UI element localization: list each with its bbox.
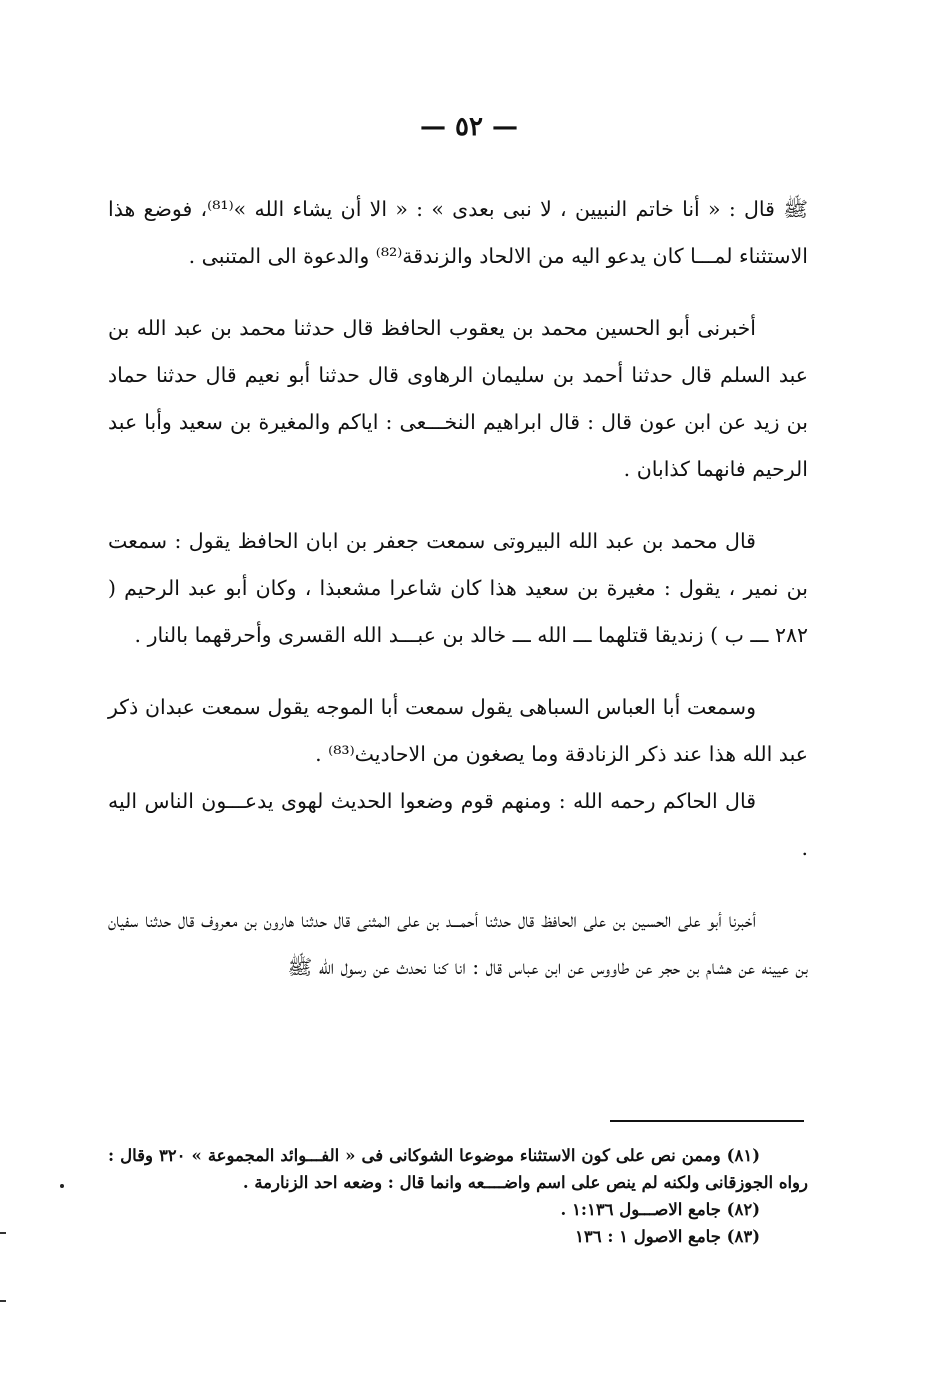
footnote-82: (٨٢) جامع الاصـــول ١:١٣٦ . bbox=[560, 1200, 760, 1219]
paragraph-hakim-comment: قال الحاكم رحمه الله : ومنهم قوم وضعوا الحديث لهوى يدعـــون الناس اليه . bbox=[108, 789, 808, 860]
paragraph-ibn-abbas: أخبرنا أبو على الحسين بن على الحافظ قال حدثنا أحمـــد بن على المثنى قال حدثنا هارون بن معروف قال حدثنا سفيان بن عيينه عن هشام بن حجر عن طاووس عن ابن عباس قال : انا كنا نحدث عن رسول الله ﷺ bbox=[108, 908, 808, 979]
page-number: — ٥٢ — bbox=[419, 112, 519, 142]
margin-speck bbox=[60, 1184, 64, 1188]
edge-mark bbox=[0, 1300, 6, 1302]
paragraph-hadith-intro: ﷺ قال : « أنا خاتم النبيين ، لا نبى بعدى » : « الا أن يشاء الله »⁽⁸¹⁾، فوضع هذا الاستثناء لمـــا كان يدعو اليه من الالحاد والزندقة⁽⁸²⁾ والدعوة الى المتنبى . bbox=[108, 197, 808, 268]
main-text bbox=[108, 186, 808, 1016]
footnotes-section bbox=[108, 1142, 808, 1250]
footnote-81: (٨١) وممن نص على كون الاستثناء موضوعا الشوكانى فى « الفـــوائد المجموعة » ٣٢٠ وقال : رواه الجوزقانى ولكنه لم ينص على اسم واضــــعه وانما قال : وضعه احد الزنارمة . bbox=[108, 1146, 808, 1192]
paragraph-abbas-sabahi: وسمعت أبا العباس السباهى يقول سمعت أبا الموجه يقول سمعت عبدان ذكر عبد الله هذا عند ذكر الزنادقة وما يصغون من الاحاديث⁽⁸³⁾ . bbox=[108, 695, 808, 766]
footnote-divider bbox=[610, 1120, 804, 1122]
footnote-83: (٨٣) جامع الاصول ١ : ١٣٦ bbox=[574, 1227, 760, 1246]
edge-mark bbox=[0, 1232, 6, 1234]
paragraph-mughira: قال محمد بن عبد الله البيروتى سمعت جعفر بن ابان الحافظ يقول : سمعت بن نمير ، يقول : مغيرة بن سعيد هذا كان شاعرا مشعبذا ، وكان أبو عبد الرحيم ( ٢٨٢ ـــ ب ) زنديقا قتلهما ـــ الله ـــ خالد بن عبـــد الله القسرى وأحرقهما بالنار . bbox=[108, 529, 808, 647]
paragraph-isnad-nakhai: أخبرنى أبو الحسين محمد بن يعقوب الحافظ قال حدثنا محمد بن عبد الله بن عبد السلم قال حدثنا أحمد بن سليمان الرهاوى قال حدثنا أبو نعيم قال حدثنا حماد بن زيد عن ابن عون قال : قال ابراهيم النخـــعى : اياكم والمغيرة بن سعيد وأبا عبد الرحيم فانهما كذابان . bbox=[108, 316, 808, 481]
